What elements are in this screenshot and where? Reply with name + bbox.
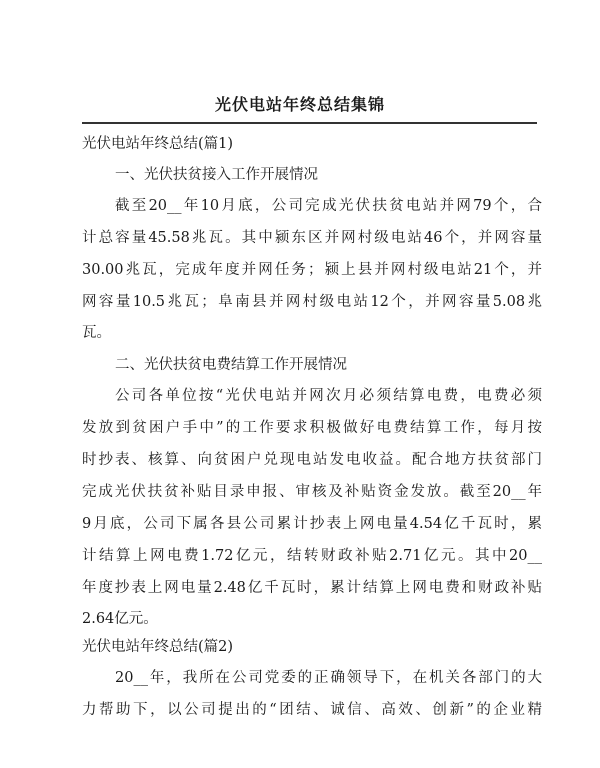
paragraph-line: 计结算上网电费1.72亿元，结转财政补贴2.71亿元。其中20__ (82, 548, 542, 564)
paragraph-line: 公司各单位按“光伏电站并网次月必须结算电费，电费必须 (115, 388, 542, 404)
document-title: 光伏电站年终总结集锦 (214, 95, 385, 114)
paragraph-line: 瓦。 (82, 325, 111, 341)
paragraph-line: 年度抄表上网电量2.48亿千瓦时，累计结算上网电费和财政补贴 (82, 580, 542, 596)
paragraph-line: 2.64亿元。 (82, 611, 158, 627)
paragraph-line: 时抄表、核算、向贫困户兑现电站发电收益。配合地方扶贫部门 (82, 452, 542, 468)
paragraph-line: 截至20__年10月底，公司完成光伏扶贫电站并网79个，合 (115, 198, 542, 214)
subsection-heading-2: 二、光伏扶贫电费结算工作开展情况 (115, 357, 347, 373)
paragraph-line: 20__年，我所在公司党委的正确领导下，在机关各部门的大 (115, 670, 542, 686)
subsection-heading-1: 一、光伏扶贫接入工作开展情况 (115, 167, 318, 183)
paragraph-line: 30.00兆瓦，完成年度并网任务；颍上县并网村级电站21个，并 (82, 262, 542, 278)
section-heading-2: 光伏电站年终总结(篇2) (82, 639, 234, 655)
paragraph-line: 力帮助下，以公司提出的“团结、诚信、高效、创新”的企业精 (82, 702, 542, 718)
paragraph-line: 网容量10.5兆瓦；阜南县并网村级电站12个，并网容量5.08兆 (82, 294, 542, 310)
section-heading-1: 光伏电站年终总结(篇1) (82, 136, 234, 152)
paragraph-line: 完成光伏扶贫补贴目录申报、审核及补贴资金发放。截至20__年 (82, 484, 542, 500)
title-divider (82, 122, 537, 124)
paragraph-line: 发放到贫困户手中”的工作要求积极做好电费结算工作，每月按 (82, 420, 542, 436)
paragraph-line: 9月底，公司下属各县公司累计抄表上网电量4.54亿千瓦时，累 (82, 516, 542, 532)
paragraph-line: 计总容量45.58兆瓦。其中颍东区并网村级电站46个，并网容量 (82, 230, 542, 246)
